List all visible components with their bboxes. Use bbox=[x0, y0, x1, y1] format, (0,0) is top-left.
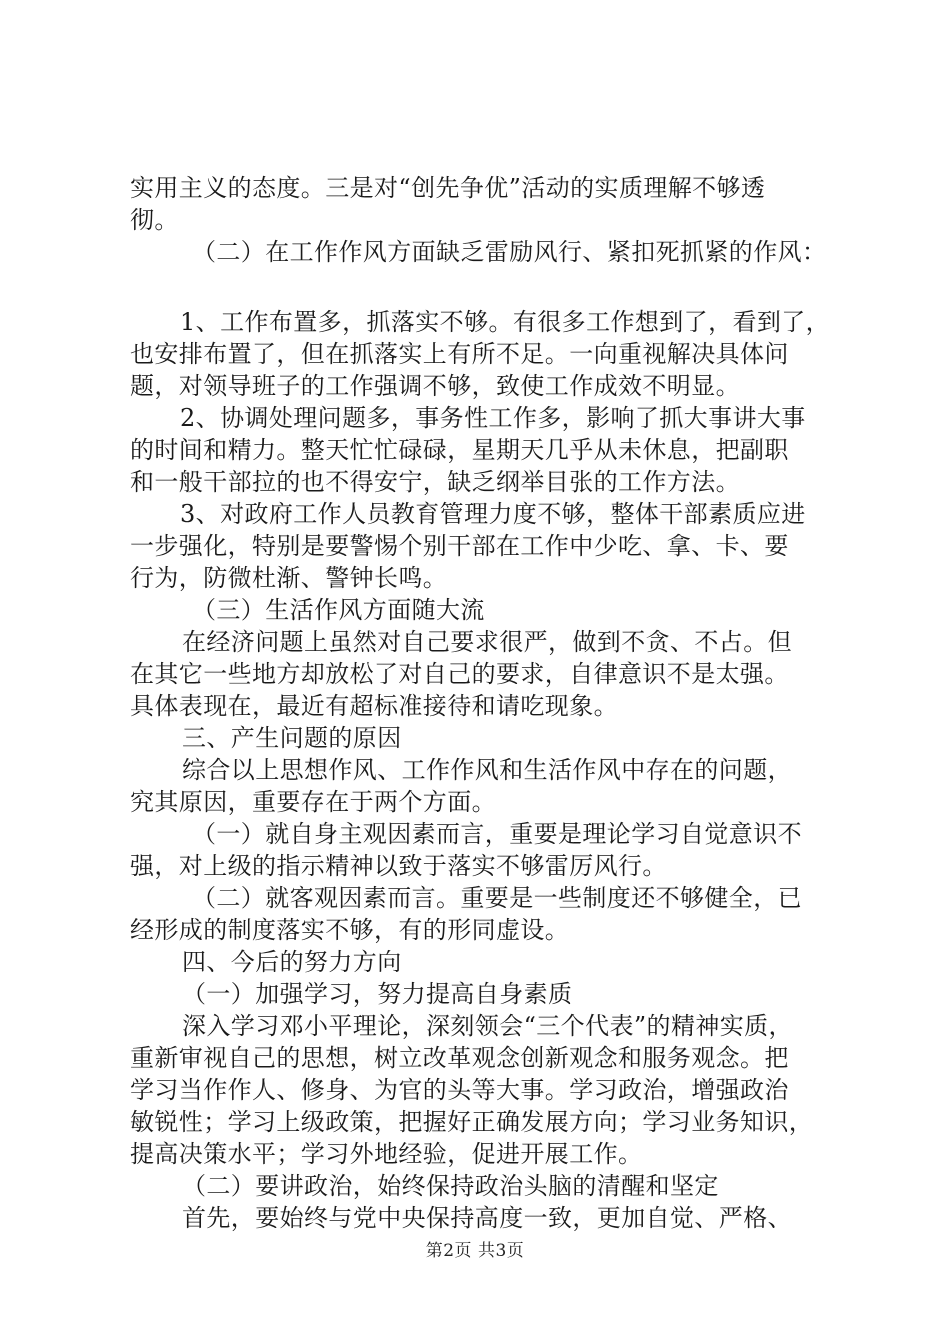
section-heading: 三、产生问题的原因 bbox=[182, 724, 402, 752]
text-line: 重新审视自己的思想，树立改革观念创新观念和服务观念。把 bbox=[130, 1044, 789, 1072]
text-line: 学习当作作人、修身、为官的头等大事。学习政治，增强政治 bbox=[130, 1076, 789, 1104]
text-line: 和一般干部拉的也不得安宁，缺乏纲举目张的工作方法。 bbox=[130, 468, 740, 496]
text-line: 彻。 bbox=[130, 206, 179, 234]
section-heading: （三）生活作风方面随大流 bbox=[192, 596, 485, 624]
text-line: 具体表现在，最近有超标准接待和请吃现象。 bbox=[130, 692, 618, 720]
text-line: 也安排布置了，但在抓落实上有所不足。一向重视解决具体问 bbox=[130, 340, 789, 368]
section-heading: 四、今后的努力方向 bbox=[182, 948, 402, 976]
paragraph-start: 综合以上思想作风、工作作风和生活作风中存在的问题， bbox=[182, 756, 792, 784]
paragraph-start: 在经济问题上虽然对自己要求很严，做到不贪、不占。但 bbox=[182, 628, 792, 656]
page-footer: 第2页 共3页 bbox=[425, 1241, 525, 1261]
text-line: 的时间和精力。整天忙忙碌碌，星期天几乎从未休息，把副职 bbox=[130, 436, 789, 464]
paragraph-start: （二）就客观因素而言。重要是一些制度还不够健全，已 bbox=[192, 884, 802, 912]
section-heading: （一）加强学习，努力提高自身素质 bbox=[182, 980, 573, 1008]
text-line: 究其原因，重要存在于两个方面。 bbox=[130, 788, 496, 816]
document-body bbox=[130, 172, 845, 1234]
paragraph-start: 2、协调处理问题多，事务性工作多，影响了抓大事讲大事 bbox=[180, 404, 806, 432]
text-line: 敏锐性；学习上级政策，把握好正确发展方向；学习业务知识， bbox=[130, 1108, 814, 1136]
text-line: 强，对上级的指示精神以致于落实不够雷厉风行。 bbox=[130, 852, 667, 880]
text-line: 在其它一些地方却放松了对自己的要求，自律意识不是太强。 bbox=[130, 660, 789, 688]
text-line: 经形成的制度落实不够，有的形同虚设。 bbox=[130, 916, 570, 944]
paragraph-start: 首先，要始终与党中央保持高度一致，更加自觉、严格、 bbox=[182, 1204, 792, 1232]
section-heading: （二）在工作作风方面缺乏雷励风行、紧扣死抓紧的作风： bbox=[192, 238, 827, 266]
text-line: 行为，防微杜渐、警钟长鸣。 bbox=[130, 564, 448, 592]
text-line: 题，对领导班子的工作强调不够，致使工作成效不明显。 bbox=[130, 372, 740, 400]
paragraph-start: 深入学习邓小平理论，深刻领会“三个代表”的精神实质， bbox=[182, 1012, 793, 1040]
paragraph-start: 1、工作布置多，抓落实不够。有很多工作想到了，看到了， bbox=[180, 308, 831, 336]
text-line: 一步强化，特别是要警惕个别干部在工作中少吃、拿、卡、要 bbox=[130, 532, 789, 560]
text-line: 实用主义的态度。三是对“创先争优”活动的实质理解不够透 bbox=[130, 174, 766, 202]
paragraph-start: 3、对政府工作人员教育管理力度不够，整体干部素质应进 bbox=[180, 500, 806, 528]
paragraph-start: （一）就自身主观因素而言，重要是理论学习自觉意识不 bbox=[192, 820, 802, 848]
section-heading: （二）要讲政治，始终保持政治头脑的清醒和坚定 bbox=[182, 1172, 719, 1200]
blank-line bbox=[130, 268, 845, 306]
text-line: 提高决策水平；学习外地经验，促进开展工作。 bbox=[130, 1140, 643, 1168]
